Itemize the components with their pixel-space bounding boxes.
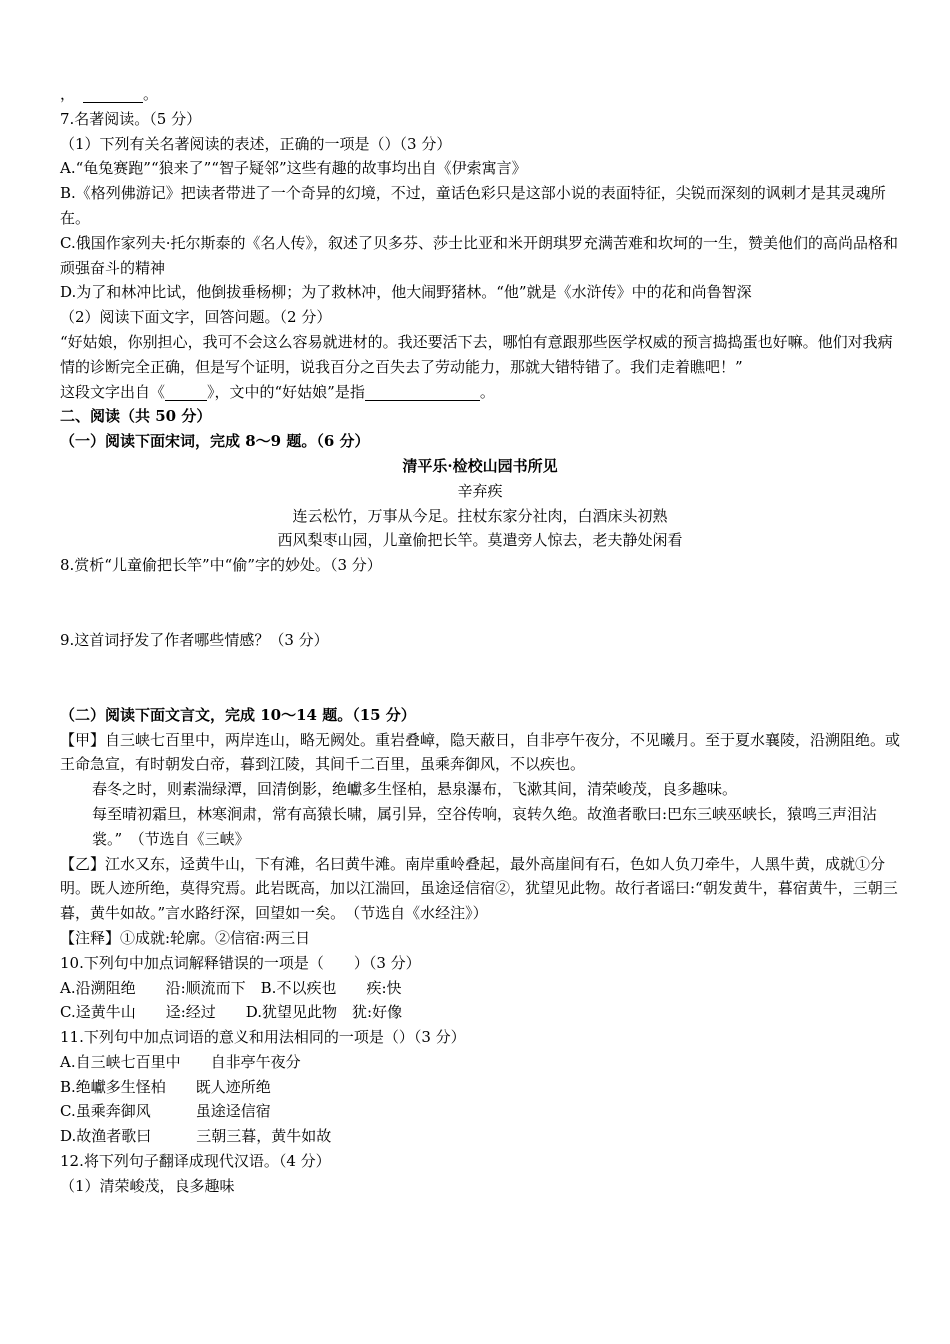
source-middle: 》，文中的“好姑娘”是指 — [207, 382, 365, 401]
q11-option-c: C.虽乘奔御风 虽途迳信宿 — [60, 1102, 271, 1121]
q11-option-a: A.自三峡七百里中 自非亭午夜分 — [60, 1052, 301, 1071]
q12-sub1: （1）清荣峻茂，良多趣味 — [60, 1176, 235, 1195]
source-prefix: 这段文字出自《 — [60, 382, 166, 401]
q8: 8.赏析“儿童偷把长竿”中“偷”字的妙处。（3 分） — [60, 556, 382, 575]
passage-jia-p1: 【甲】自三峡七百里中，两岸连山，略无阙处。重岩叠嶂，隐天蔽日，自非亭午夜分，不见曦月。至于夏水襄陵，沿溯阻绝。或王命急宣，有时朝发白帝，暮到江陵，其间千二百里，虽乘奔御风，不以疾也。 — [60, 730, 901, 774]
passage-jia-p3: 每至晴初霜旦，林寒涧肃，常有高猿长啸，属引异，空谷传响，哀转久绝。故渔者歌曰:巴东三峡巫峡长，猿鸣三声泪沾裳。” （节选自《三峡》 — [92, 804, 878, 848]
answer-blank-line — [60, 82, 900, 107]
girl-identity-blank[interactable] — [365, 384, 480, 401]
q8-answer-space[interactable] — [60, 578, 900, 628]
poem-line-2: 西风梨枣山园，儿童偷把长竿。莫遣旁人惊去，老夫静处闲看 — [277, 531, 683, 550]
q11-option-b: B.绝巘多生怪柏 既人迹所绝 — [60, 1077, 271, 1096]
q7-sub2: （2）阅读下面文字，回答问题。（2 分） — [60, 308, 332, 327]
q9: 9.这首词抒发了作者哪些情感？（3 分） — [60, 630, 329, 649]
q10-title: 10.下列句中加点词解释错误的一项是（ ）（3 分） — [60, 953, 421, 972]
section2-title: 二、阅读（共 50 分） — [60, 407, 212, 426]
q7-sub1: （1）下列有关名著阅读的表述，正确的一项是（）（3 分） — [60, 134, 452, 153]
q7-option-b: B.《格列佛游记》把读者带进了一个奇异的幻境，不过，童话色彩只是这部小说的表面特征，尖锐而深刻的讽刺才是其灵魂所在。 — [60, 184, 886, 227]
passage-yi: 【乙】江水又东，迳黄牛山，下有滩，名曰黄牛滩。南岸重岭叠起，最外高崖间有石，色如人负刀牵牛，人黑牛黄，成就①分明。既人迹所绝，莫得究焉。此岩既高，加以江湍回，虽途迳信宿②，犹望见此物。故行者谣曰:“朝发黄牛，暮宿黄牛，三朝三暮，黄牛如故。”言水路纡深，回望如一矣。 （节选自《水经注》） — [60, 854, 898, 923]
q10-row-1: A.沿溯阻绝 沿:顺流而下 B.不以疾也 疾:快 — [60, 978, 402, 997]
comma-text: ， — [60, 85, 76, 103]
poem-author: 辛弃疾 — [457, 481, 503, 500]
exam-page — [60, 85, 901, 1199]
poem-line-1: 连云松竹，万事从今足。拄杖东家分社肉，白酒床头初熟 — [292, 506, 668, 525]
answer-blank[interactable] — [83, 86, 143, 103]
source-end: 。 — [479, 382, 495, 401]
part2-title: （二）阅读下面文言文，完成 10～14 题。（15 分） — [60, 705, 416, 724]
part1-title: （一）阅读下面宋词，完成 8～9 题。（6 分） — [60, 432, 370, 451]
period-text: 。 — [143, 85, 159, 103]
annotation-note: 【注释】①成就:轮廓。②信宿:两三日 — [60, 928, 311, 947]
book-title-blank[interactable] — [165, 384, 207, 401]
poem-title: 清平乐·检校山园书所见 — [402, 456, 558, 475]
q11-title: 11.下列句中加点词语的意义和用法相同的一项是（）（3 分） — [60, 1028, 466, 1047]
q7-option-a: A.“龟兔赛跑”“狼来了”“智子疑邻”这些有趣的故事均出自《伊索寓言》 — [60, 159, 527, 178]
q7-source-line — [60, 380, 900, 405]
q12-title: 12.将下列句子翻译成现代汉语。（4 分） — [60, 1152, 331, 1171]
q7-option-c: C.俄国作家列夫·托尔斯泰的《名人传》，叙述了贝多芬、莎士比亚和米开朗琪罗充满苦难和坎坷的一生，赞美他们的高尚品格和顽强奋斗的精神 — [60, 233, 898, 277]
q7-option-d: D.为了和林冲比试，他倒拔垂杨柳；为了救林冲，他大闹野猪林。“他”就是《水浒传》中的花和尚鲁智深 — [60, 283, 752, 302]
q9-answer-space[interactable] — [60, 653, 900, 703]
q10-row-2: C.迳黄牛山 迳:经过 D.犹望见此物 犹:好像 — [60, 1003, 403, 1022]
passage-jia-p2: 春冬之时，则素湍绿潭，回清倒影，绝巘多生怪柏，悬泉瀑布，飞漱其间，清荣峻茂，良多趣味。 — [92, 780, 738, 799]
q7-quote: “好姑娘，你别担心，我可不会这么容易就进材的。我还要活下去，哪怕有意跟那些医学权威的预言捣捣蛋也好嘛。他们对我病情的诊断完全正确，但是写个证明，说我百分之百失去了劳动能力，那就大错特错了。我们走着瞧吧！” — [60, 332, 893, 376]
q7-title: 7.名著阅读。（5 分） — [60, 109, 202, 128]
q11-option-d: D.故渔者歌曰 三朝三暮，黄牛如故 — [60, 1127, 332, 1146]
